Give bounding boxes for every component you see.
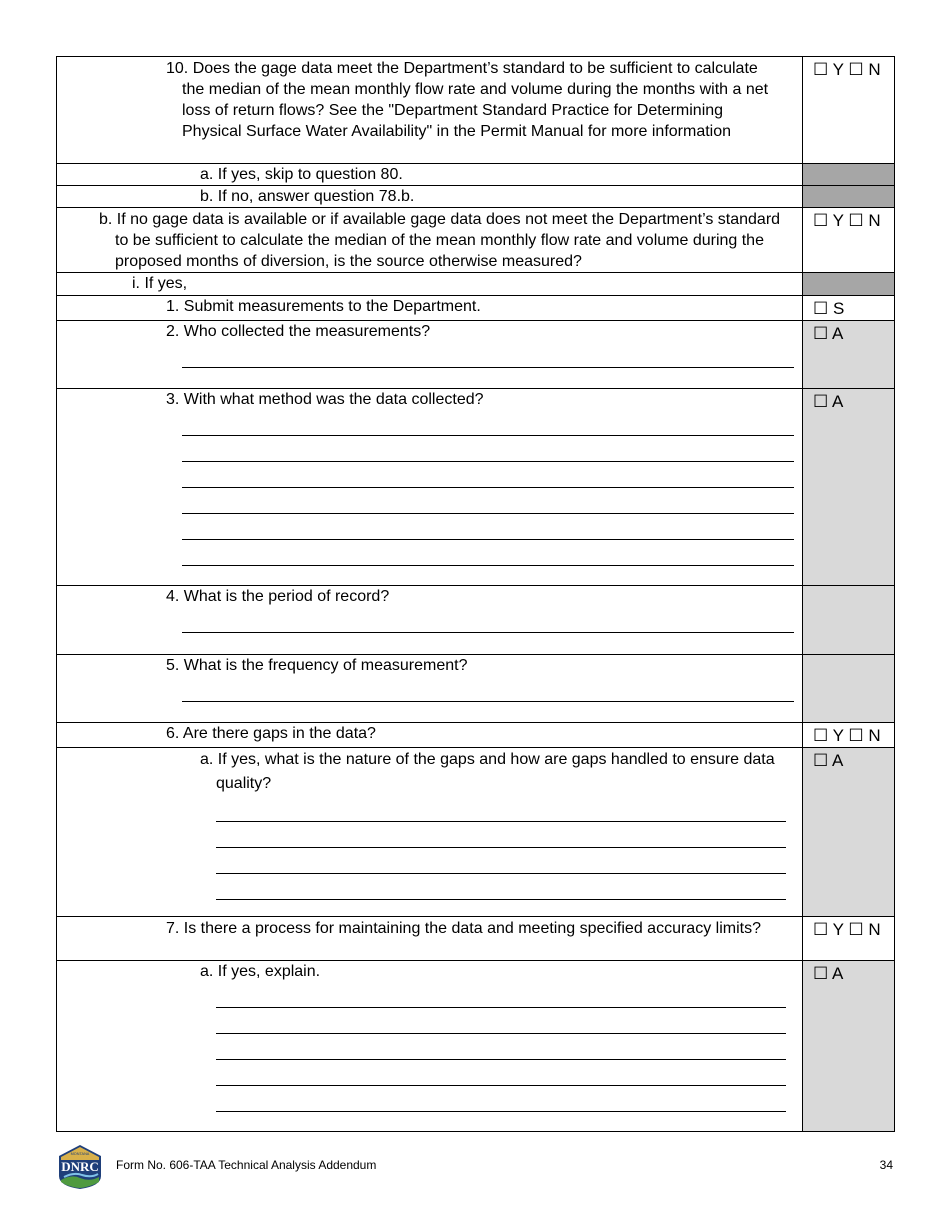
shaded-cell bbox=[803, 186, 895, 208]
table-row bbox=[57, 208, 895, 273]
form-page bbox=[56, 56, 895, 1132]
answer-line[interactable] bbox=[216, 822, 786, 848]
question-6-answer[interactable]: ☐ Y ☐ N bbox=[803, 723, 895, 748]
table-row bbox=[57, 961, 895, 1132]
question-10a-text: a. If yes, skip to question 80. bbox=[200, 166, 403, 183]
answer-lines bbox=[216, 796, 786, 900]
question-4-text: 4. What is the period of record? bbox=[166, 588, 390, 605]
answer-line[interactable] bbox=[182, 488, 794, 514]
question-10b-text: b. If no, answer question 78.b. bbox=[200, 188, 415, 205]
table-row bbox=[57, 586, 895, 655]
answer-line[interactable] bbox=[216, 1034, 786, 1060]
table-row bbox=[57, 917, 895, 961]
question-5-text: 5. What is the frequency of measurement? bbox=[166, 657, 468, 674]
question-b-answer[interactable]: ☐ Y ☐ N bbox=[803, 208, 895, 273]
answer-line[interactable] bbox=[182, 676, 794, 702]
question-3-text: 3. With what method was the data collected? bbox=[166, 391, 484, 408]
question-6-text: 6. Are there gaps in the data? bbox=[166, 725, 376, 742]
question-1-answer[interactable]: ☐ S bbox=[803, 296, 895, 321]
question-3-answer[interactable]: ☐ A bbox=[803, 389, 895, 586]
question-2-answer[interactable]: ☐ A bbox=[803, 321, 895, 389]
dnrc-logo-icon bbox=[56, 1144, 104, 1190]
page-number: 34 bbox=[879, 1158, 893, 1172]
answer-line[interactable] bbox=[216, 1060, 786, 1086]
question-i-text: i. If yes, bbox=[132, 275, 188, 292]
question-7-answer[interactable]: ☐ Y ☐ N bbox=[803, 917, 895, 961]
answer-lines bbox=[182, 607, 794, 633]
answer-line[interactable] bbox=[216, 982, 786, 1008]
question-6a-answer[interactable]: ☐ A bbox=[803, 748, 895, 917]
question-1-text: 1. Submit measurements to the Department. bbox=[166, 298, 481, 315]
answer-line[interactable] bbox=[182, 514, 794, 540]
form-number: Form No. 606-TAA Technical Analysis Addendum bbox=[116, 1158, 377, 1172]
question-b-text: b. If no gage data is available or if available gage data does not meet the Department’s standard to be sufficient to calculate the median of the mean monthly flow rate and volume during the proposed months of diversion, is the source otherwise measured? bbox=[99, 211, 781, 270]
answer-line[interactable] bbox=[182, 410, 794, 436]
table-row bbox=[57, 321, 895, 389]
answer-lines bbox=[182, 410, 794, 566]
answer-line[interactable] bbox=[182, 540, 794, 566]
table-row bbox=[57, 655, 895, 723]
question-table bbox=[56, 56, 895, 1132]
answer-line[interactable] bbox=[182, 342, 794, 368]
answer-line[interactable] bbox=[216, 1086, 786, 1112]
question-7-text: 7. Is there a process for maintaining the data and meeting specified accuracy limits? bbox=[166, 920, 761, 937]
question-10-answer[interactable]: ☐ Y ☐ N bbox=[803, 57, 895, 164]
table-row bbox=[57, 723, 895, 748]
answer-line[interactable] bbox=[216, 796, 786, 822]
table-row bbox=[57, 57, 895, 164]
answer-lines bbox=[182, 676, 794, 702]
table-row bbox=[57, 296, 895, 321]
table-row bbox=[57, 164, 895, 186]
answer-line[interactable] bbox=[216, 874, 786, 900]
answer-line[interactable] bbox=[216, 848, 786, 874]
shaded-cell bbox=[803, 586, 895, 655]
logo-text: DNRC bbox=[61, 1159, 99, 1174]
answer-line[interactable] bbox=[182, 607, 794, 633]
answer-lines bbox=[182, 342, 794, 368]
table-row bbox=[57, 186, 895, 208]
answer-line[interactable] bbox=[182, 436, 794, 462]
logo-top-text: MONTANA bbox=[70, 1152, 90, 1156]
answer-line[interactable] bbox=[216, 1008, 786, 1034]
table-row bbox=[57, 389, 895, 586]
shaded-cell bbox=[803, 164, 895, 186]
question-7a-text: a. If yes, explain. bbox=[200, 963, 321, 980]
table-row bbox=[57, 748, 895, 917]
question-7a-answer[interactable]: ☐ A bbox=[803, 961, 895, 1132]
question-6a-text: a. If yes, what is the nature of the gaps and how are gaps handled to ensure data quality? bbox=[200, 751, 775, 792]
question-10-text: 10. Does the gage data meet the Department’s standard to be sufficient to calculate the median of the mean monthly flow rate and volume during the months with a net loss of return flows? See the "Department Standard Practice for Determining Physical Surface Water Availability" in the Permit Manual for more information bbox=[166, 60, 769, 140]
answer-lines bbox=[216, 982, 786, 1112]
answer-line[interactable] bbox=[182, 462, 794, 488]
question-2-text: 2. Who collected the measurements? bbox=[166, 323, 431, 340]
shaded-cell bbox=[803, 655, 895, 723]
shaded-cell bbox=[803, 273, 895, 296]
page-footer bbox=[56, 1140, 895, 1190]
table-row bbox=[57, 273, 895, 296]
